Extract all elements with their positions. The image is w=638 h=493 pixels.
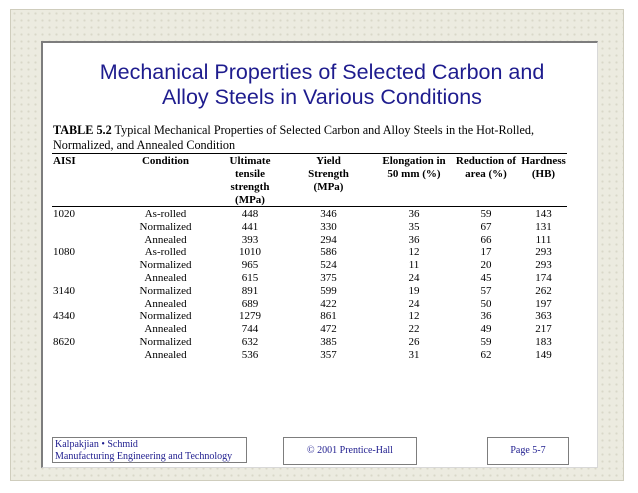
cell-hardness: 293 xyxy=(535,259,552,272)
cell-condition: Normalized xyxy=(139,284,192,297)
cell-yield: 294 xyxy=(320,233,337,246)
cell-reduction: 36 xyxy=(480,310,492,323)
cell-condition: As-rolled xyxy=(144,246,187,259)
cell-aisi: 1080 xyxy=(53,246,75,259)
footer-book-title: Manufacturing Engineering and Technology xyxy=(55,450,233,462)
cell-uts: 965 xyxy=(241,259,259,272)
cell-elongation: 12 xyxy=(408,310,420,323)
cell-reduction: 59 xyxy=(480,208,492,220)
cell-uts: 393 xyxy=(241,233,259,246)
cell-condition: Normalized xyxy=(139,335,192,348)
table-row xyxy=(52,221,567,234)
cell-yield: 375 xyxy=(320,271,337,284)
cell-uts: 536 xyxy=(241,348,259,361)
cell-elongation: 22 xyxy=(408,323,420,336)
table-row xyxy=(52,272,567,285)
slide-title: Mechanical Properties of Selected Carbon and Alloy Steels in Various Conditions xyxy=(99,60,545,109)
table-row xyxy=(52,349,567,362)
cell-hardness: 262 xyxy=(535,284,552,297)
cell-uts: 615 xyxy=(241,271,259,284)
cell-hardness: 174 xyxy=(535,271,552,284)
table-header-row xyxy=(52,154,567,207)
cell-hardness: 197 xyxy=(535,297,552,310)
cell-elongation: 24 xyxy=(408,297,420,310)
cell-uts: 744 xyxy=(241,323,259,336)
footer-attribution xyxy=(52,437,247,463)
cell-hardness: 293 xyxy=(535,246,552,259)
cell-aisi xyxy=(52,221,112,234)
table-row xyxy=(52,246,567,259)
cell-elongation: 35 xyxy=(408,220,420,233)
table-row xyxy=(52,207,567,221)
cell-uts: 448 xyxy=(241,208,259,220)
footer-page-number: Page 5-7 xyxy=(487,437,569,465)
table-row xyxy=(52,310,567,323)
cell-elongation: 36 xyxy=(408,208,420,220)
footer-authors: Kalpakjian • Schmid xyxy=(55,439,138,450)
cell-aisi: 4340 xyxy=(53,310,75,323)
table-row xyxy=(52,336,567,349)
table-caption-text: Typical Mechanical Properties of Selected Carbon and Alloy Steels in the Hot-Rolled, Normalized, and Annealed Condition xyxy=(53,123,535,152)
cell-uts: 441 xyxy=(241,220,259,233)
cell-hardness: 143 xyxy=(535,208,552,220)
cell-yield: 861 xyxy=(320,310,337,323)
cell-condition: Annealed xyxy=(144,233,187,246)
cell-aisi xyxy=(52,323,112,336)
table-row xyxy=(52,285,567,298)
cell-yield: 385 xyxy=(320,335,337,348)
cell-uts: 1279 xyxy=(239,310,261,323)
cell-condition: Annealed xyxy=(144,323,187,336)
table-caption xyxy=(53,123,593,153)
table-caption-label: TABLE 5.2 xyxy=(53,123,112,137)
cell-yield: 586 xyxy=(320,246,337,259)
cell-aisi: 1020 xyxy=(53,208,75,220)
properties-table xyxy=(52,154,567,362)
cell-aisi xyxy=(52,349,112,362)
cell-reduction: 59 xyxy=(480,335,492,348)
cell-yield: 599 xyxy=(320,284,337,297)
cell-yield: 357 xyxy=(320,348,337,361)
cell-elongation: 19 xyxy=(408,284,420,297)
cell-reduction: 62 xyxy=(480,348,492,361)
cell-aisi xyxy=(52,259,112,272)
cell-reduction: 49 xyxy=(480,323,492,336)
cell-elongation: 24 xyxy=(408,271,420,284)
cell-uts: 891 xyxy=(241,284,259,297)
col-header-condition: Condition xyxy=(141,155,190,167)
cell-condition: Annealed xyxy=(144,297,187,310)
cell-yield: 346 xyxy=(320,208,337,220)
cell-condition: Normalized xyxy=(139,220,192,233)
table-row xyxy=(52,323,567,336)
cell-aisi: 8620 xyxy=(53,335,75,348)
col-header-yield-strength: Yield Strength (MPa) xyxy=(308,155,349,193)
cell-aisi xyxy=(52,298,112,311)
footer-copyright: © 2001 Prentice-Hall xyxy=(283,437,417,465)
cell-elongation: 12 xyxy=(408,246,420,259)
cell-hardness: 131 xyxy=(535,220,552,233)
cell-elongation: 36 xyxy=(408,233,420,246)
cell-reduction: 57 xyxy=(480,284,492,297)
cell-hardness: 149 xyxy=(535,348,552,361)
cell-hardness: 111 xyxy=(535,233,552,246)
cell-reduction: 67 xyxy=(480,220,492,233)
col-header-reduction-of-area: Reduction of area (%) xyxy=(455,155,517,180)
cell-aisi xyxy=(52,234,112,247)
col-header-ultimate-tensile-strength: Ultimate tensile strength (MPa) xyxy=(229,155,271,206)
cell-reduction: 20 xyxy=(480,259,492,272)
cell-reduction: 17 xyxy=(480,246,492,259)
cell-elongation: 11 xyxy=(408,259,420,272)
cell-elongation: 26 xyxy=(408,335,420,348)
table-row xyxy=(52,298,567,311)
cell-condition: Normalized xyxy=(139,310,192,323)
col-header-aisi: AISI xyxy=(53,155,76,167)
cell-yield: 422 xyxy=(320,297,337,310)
cell-yield: 330 xyxy=(320,220,337,233)
cell-condition: Annealed xyxy=(144,348,187,361)
col-header-hardness: Hardness (HB) xyxy=(521,155,566,180)
cell-uts: 632 xyxy=(241,335,259,348)
cell-hardness: 183 xyxy=(535,335,552,348)
cell-hardness: 363 xyxy=(535,310,552,323)
cell-condition: As-rolled xyxy=(144,208,187,220)
cell-uts: 689 xyxy=(241,297,259,310)
cell-reduction: 50 xyxy=(480,297,492,310)
table-row xyxy=(52,259,567,272)
cell-reduction: 66 xyxy=(480,233,492,246)
cell-condition: Annealed xyxy=(144,271,187,284)
cell-aisi: 3140 xyxy=(53,284,75,297)
cell-yield: 524 xyxy=(320,259,337,272)
col-header-elongation: Elongation in 50 mm (%) xyxy=(382,155,446,180)
cell-hardness: 217 xyxy=(535,323,552,336)
table-body xyxy=(52,207,567,362)
table-row xyxy=(52,234,567,247)
cell-condition: Normalized xyxy=(139,259,192,272)
cell-elongation: 31 xyxy=(408,348,420,361)
cell-reduction: 45 xyxy=(480,271,492,284)
cell-yield: 472 xyxy=(320,323,337,336)
cell-uts: 1010 xyxy=(239,246,261,259)
cell-aisi xyxy=(52,272,112,285)
